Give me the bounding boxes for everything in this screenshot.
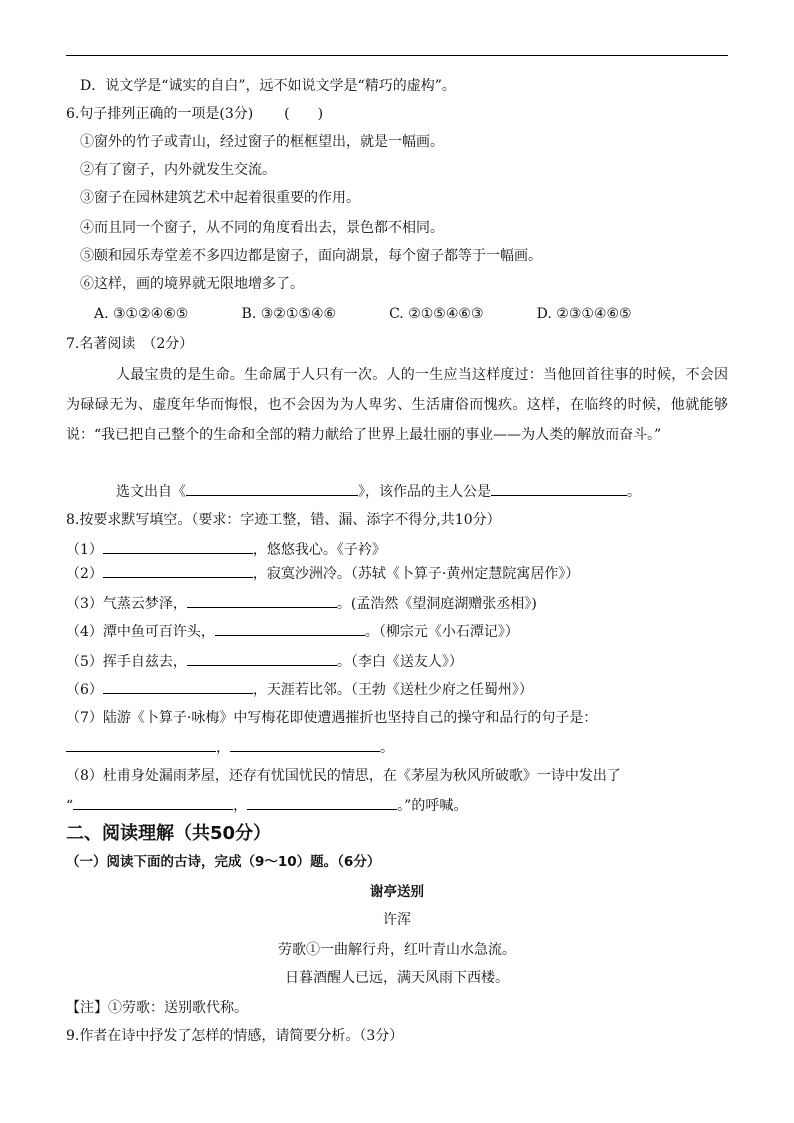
q7-q-mid: 》，该作品的主人公是 [358, 484, 491, 500]
q8-l7-sep: ， [216, 740, 230, 756]
poem-author: 许浑 [383, 912, 411, 928]
q8-l2-blank[interactable] [103, 562, 253, 578]
q8-l4-after: 。（柳宗元《小石潭记》） [364, 624, 519, 640]
q6-stem-text: 6.句子排列正确的一项是(3分) [66, 106, 254, 122]
q8-line-7-blanks [66, 736, 394, 756]
q8-line-7: （7）陆游《卜算子·咏梅》中写梅花即使遭遇摧折也坚持自己的操守和品行的句子是： [66, 710, 598, 726]
q8-line-8-blanks [66, 794, 467, 814]
poem-note: 【注】①劳歌：送别歌代称。 [66, 1000, 248, 1016]
q8-l7-blank-a[interactable] [66, 736, 216, 752]
q8-line-4 [66, 620, 519, 640]
q8-l8-blank-a[interactable] [73, 794, 233, 810]
q7-protagonist-blank[interactable] [491, 480, 627, 496]
q7-book-blank[interactable] [186, 480, 358, 496]
q6-item-4: ④而且同一个窗子，从不同的角度看出去，景色都不相同。 [80, 220, 444, 236]
q6-item-6: ⑥这样，画的境界就无限地增多了。 [80, 276, 304, 292]
q8-line-3 [66, 592, 537, 612]
q6-options [94, 304, 694, 324]
header-rule [66, 55, 728, 56]
q7-stem: 7.名著阅读 （2分） [66, 336, 194, 352]
q6-stem [66, 104, 323, 124]
q8-line-5 [66, 650, 463, 670]
q6-item-3: ③窗子在园林建筑艺术中起着很重要的作用。 [80, 190, 360, 206]
section2-title: 二、阅读理解（共50分） [66, 823, 272, 844]
q7-q-end: 。 [627, 484, 641, 500]
q8-line-2 [66, 562, 579, 582]
q6-option-b[interactable]: B. ③②①⑤④⑥ [241, 306, 337, 322]
q8-l8-end: 。”的呼喊。 [397, 798, 468, 814]
q8-l1-blank[interactable] [103, 538, 253, 554]
q9-question: 9.作者在诗中抒发了怎样的情感，请简要分析。（3分） [66, 1028, 404, 1044]
q8-line-1 [66, 538, 386, 558]
q8-l1-after: ，悠悠我心。《子衿》 [252, 542, 386, 558]
q6-item-5: ⑤颐和园乐寿堂差不多四边都是窗子，面向湖景，每个窗子都等于一幅画。 [80, 248, 542, 264]
poem-line-1: 劳歌①一曲解行舟，红叶青山水急流。 [278, 942, 516, 958]
q7-question [116, 480, 641, 500]
q6-option-d[interactable]: D. ②③①④⑥⑤ [536, 306, 632, 322]
q8-l6-blank[interactable] [103, 678, 253, 694]
q8-line-8: （8）杜甫身处漏雨茅屋，还存有忧国忧民的情思，在《茅屋为秋风所破歌》一诗中发出了 [66, 768, 621, 784]
poem-line-2: 日暮酒醒人已远，满天风雨下西楼。 [285, 970, 509, 986]
q6-option-a[interactable]: A. ③①②④⑥⑤ [94, 306, 189, 322]
q7-q-prefix: 选文出自《 [116, 484, 186, 500]
q8-l8-open: “ [66, 798, 74, 814]
q6-item-1: ①窗外的竹子或青山，经过窗子的框框望出，就是一幅画。 [80, 134, 444, 150]
q8-l5-after: 。（李白《送友人》） [336, 654, 463, 670]
q8-l5-before: （5）挥手自兹去， [66, 654, 187, 670]
q8-l3-blank[interactable] [187, 592, 337, 608]
q8-l4-before: （4）潭中鱼可百许头， [66, 624, 215, 640]
q8-l2-after: ，寂寞沙洲冷。（苏轼《卜算子·黄州定慧院寓居作》） [252, 566, 580, 582]
q8-l6-after: ，天涯若比邻。（王勃《送杜少府之任蜀州》） [252, 682, 533, 698]
q8-l7-end: 。 [380, 740, 394, 756]
q8-l5-blank[interactable] [187, 650, 337, 666]
q5-option-d: D．说文学是“诚实的自白”，远不如说文学是“精巧的虚构”。 [80, 78, 456, 94]
q8-l8-sep: ， [233, 798, 248, 814]
q8-l6-num: （6） [66, 682, 103, 698]
q6-option-c[interactable]: C. ②①⑤④⑥③ [389, 306, 484, 322]
q8-l4-blank[interactable] [215, 620, 365, 636]
q6-answer-paren[interactable]: ( ) [284, 106, 324, 122]
q8-l8-blank-b[interactable] [247, 794, 397, 810]
q8-l3-before: （3）气蒸云梦泽， [66, 596, 187, 612]
q8-l2-num: （2） [66, 566, 103, 582]
q8-l3-after: 。(孟浩然《望洞庭湖赠张丞相》) [336, 596, 537, 612]
section2-subtitle: （一）阅读下面的古诗，完成（9～10）题。（6分） [66, 854, 381, 870]
poem-title: 谢亭送别 [370, 884, 424, 900]
q8-line-6 [66, 678, 533, 698]
q6-item-2: ②有了窗子，内外就发生交流。 [80, 162, 276, 178]
q8-stem: 8.按要求默写填空。（要求：字迹工整，错、漏、添字不得分,共10分） [66, 512, 501, 528]
q7-passage: 人最宝贵的是生命。生命属于人只有一次。人的一生应当这样度过：当他回首往事的时候，不会因为碌碌无为、虚度年华而悔恨，也不会因为为人卑劣、生活庸俗而愧疚。这样，在临终的时候，他就能够说：“我已把自己整个的生命和全部的精力献给了世界上最壮丽的事业——为人类的解放而奋斗。” [66, 367, 728, 443]
q8-l7-blank-b[interactable] [230, 736, 380, 752]
q8-l1-num: （1） [66, 542, 103, 558]
